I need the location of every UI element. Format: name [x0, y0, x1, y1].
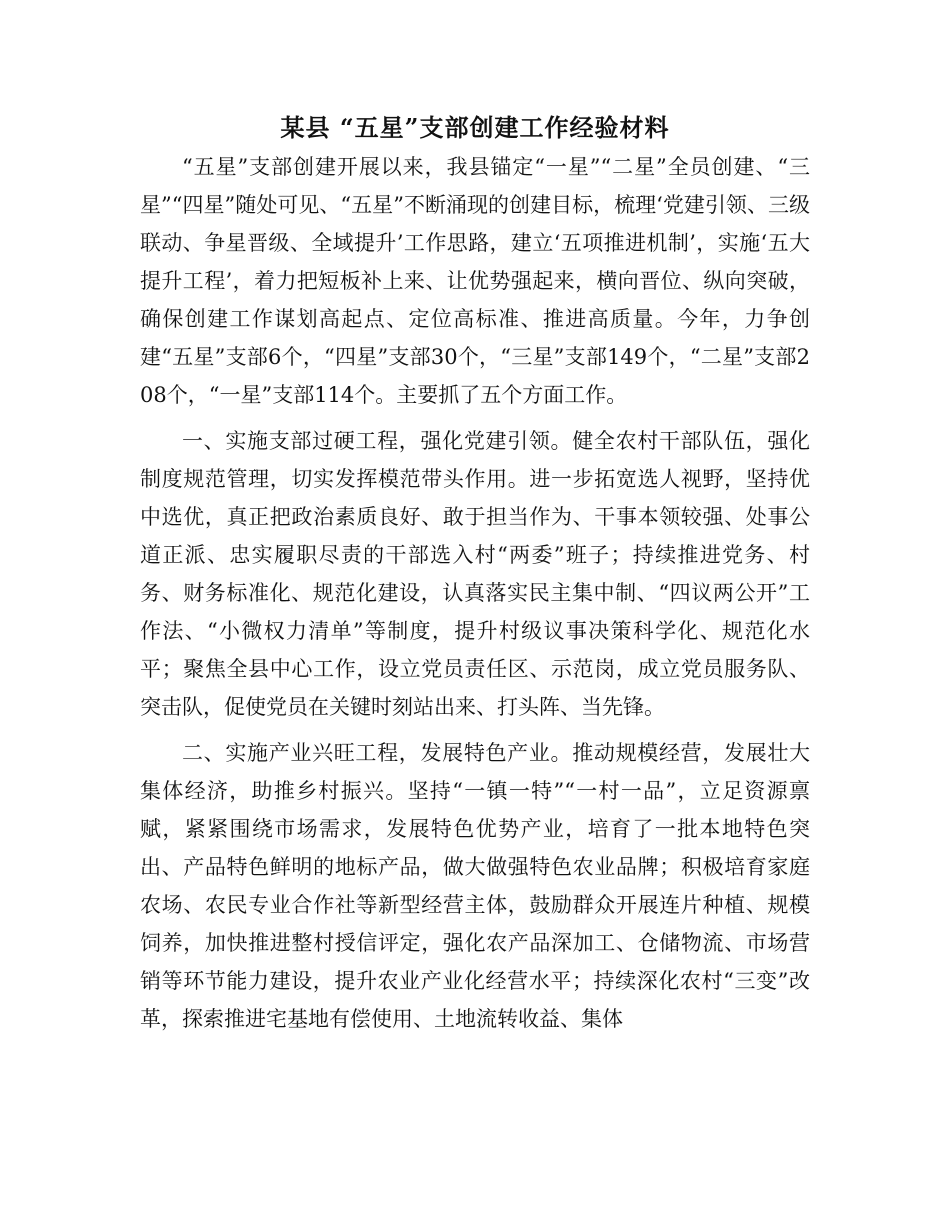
- paragraph-section-two: 二、实施产业兴旺工程，发展特色产业。推动规模经营，发展壮大集体经济，助推乡村振兴。坚持“一镇一特”“一村一品”，立足资源禀赋，紧紧围绕市场需求，发展特色优势产业，培育了一批本地特色突出、产品特色鲜明的地标产品，做大做强特色农业品牌；积极培育家庭农场、农民专业合作社等新型经营主体，鼓励群众开展连片种植、规模饲养，加快推进整村授信评定，强化农产品深加工、仓储物流、市场营销等环节能力建设，提升农业产业化经营水平；持续深化农村“三变”改革，探索推进宅基地有偿使用、土地流转收益、集体: [140, 741, 810, 1031]
- paragraph-intro: “五星”支部创建开展以来，我县锚定“一星”“二星”全员创建、“三星”“四星”随处可见、“五星”不断涌现的创建目标，梳理‘党建引领、三级联动、争星晋级、全域提升’工作思路，建立‘五项推进机制’，实施‘五大提升工程’，着力把短板补上来、让优势强起来，横向晋位、纵向突破，确保创建工作谋划高起点、定位高标准、推进高质量。今年，力争创建“五星”支部6个，“四星”支部30个，“三星”支部149个，“二星”支部208个，“一星”支部114个。主要抓了五个方面工作。: [140, 155, 810, 407]
- document-page: [140, 108, 810, 1038]
- document-title: 某县 “五星”支部创建工作经验材料: [280, 113, 670, 142]
- paragraph-section-one: 一、实施支部过硬工程，强化党建引领。健全农村干部队伍，强化制度规范管理，切实发挥模范带头作用。进一步拓宽选人视野，坚持优中选优，真正把政治素质良好、敢于担当作为、干事本领较强、处事公道正派、忠实履职尽责的干部选入村“两委”班子；持续推进党务、村务、财务标准化、规范化建设，认真落实民主集中制、“四议两公开”工作法、“小微权力清单”等制度，提升村级议事决策科学化、规范化水平；聚焦全县中心工作，设立党员责任区、示范岗，成立党员服务队、突击队，促使党员在关键时刻站出来、打头阵、当先锋。: [140, 429, 810, 719]
